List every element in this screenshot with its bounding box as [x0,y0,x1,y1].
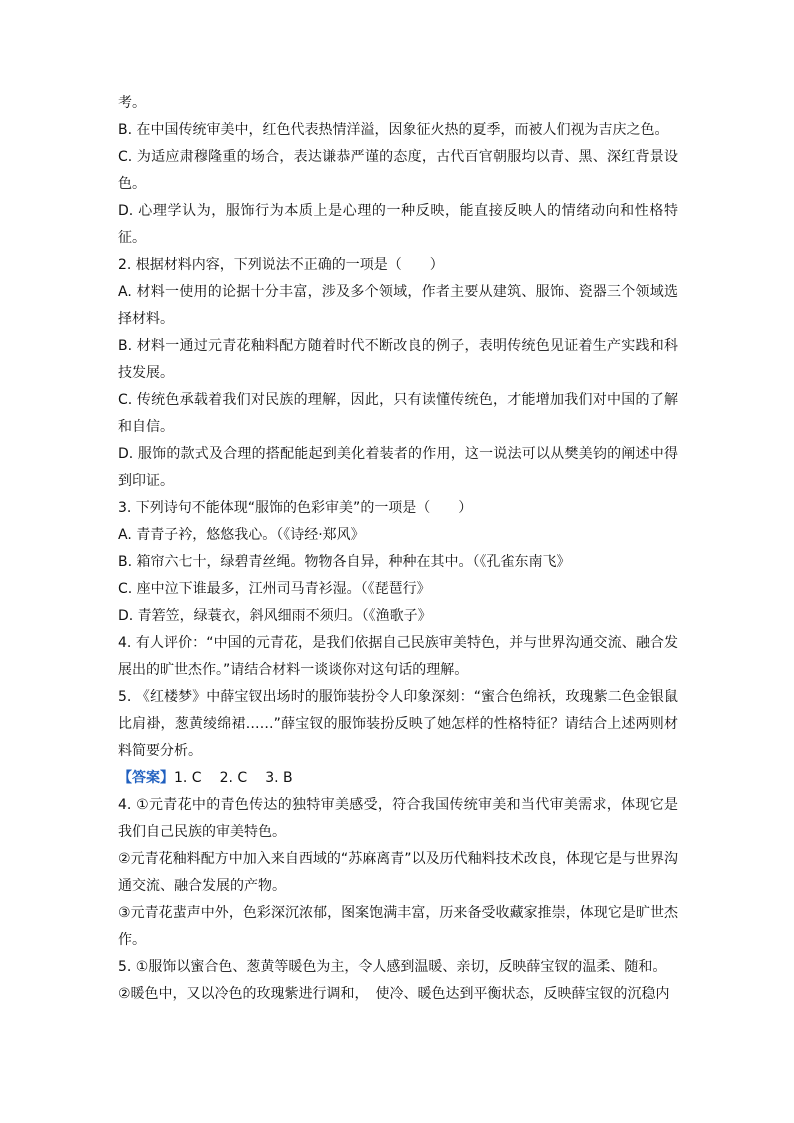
explanation-4-1: 4. ①元青花中的青色传达的独特审美感受，符合我国传统审美和当代审美需求，体现它是我们自己民族的审美特色。 [118,797,678,840]
q3-option-c: C. 座中泣下谁最多，江州司马青衫湿。（《琵琶行》 [118,581,431,597]
question-5: 5. 《红楼梦》中薛宝钗出场时的服饰装扮令人印象深刻：“蜜合色绵袄，玫瑰紫二色金银鼠比肩褂，葱黄绫绵裙……”薛宝钗的服饰装扮反映了她怎样的性格特征？请结合上述两则材料简要分析。 [118,689,678,759]
option-c: C. 为适应肃穆隆重的场合，表达谦恭严谨的态度，古代百官朝服均以青、黑、深红背景设色。 [118,149,678,192]
option-b: B. 在中国传统审美中，红色代表热情洋溢，因象征火热的夏季，而被人们视为吉庆之色。 [118,122,669,138]
q3-option-d: D. 青箬笠，绿蓑衣，斜风细雨不须归。（《渔歌子》 [118,608,432,624]
answer-item-1: 1. C [174,770,202,786]
page-content [118,90,678,1008]
answer-item-2: 2. C [219,770,248,786]
answer-item-3: 3. B [265,770,293,786]
q3-option-a: A. 青青子衿，悠悠我心。（《诗经·郑风》 [118,527,365,543]
explanation-4-3: ③元青花蜚声中外，色彩深沉浓郁，图案饱满丰富，历来备受收藏家推崇，体现它是旷世杰作。 [118,905,678,948]
answer-line [118,765,678,792]
q2-option-a: A. 材料一使用的论据十分丰富，涉及多个领域，作者主要从建筑、服饰、瓷器三个领域选择材料。 [118,284,678,327]
q2-option-b: B. 材料一通过元青花釉料配方随着时代不断改良的例子，表明传统色见证着生产实践和科技发展。 [118,338,678,381]
q3-option-b: B. 箱帘六七十，绿碧青丝绳。物物各自异，种种在其中。（《孔雀东南飞》 [118,554,571,570]
explanation-5-2: ②暖色中，又以冷色的玫瑰紫进行调和， 使冷、暖色达到平衡状态，反映薛宝钗的沉稳内 [118,986,670,1002]
explanation-4-2: ②元青花釉料配方中加入来自西域的“苏麻离青”以及历代釉料技术改良，体现它是与世界沟通交流、融合发展的产物。 [118,851,678,894]
question-4: 4. 有人评价：“中国的元青花，是我们依据自己民族审美特色，并与世界沟通交流、融合发展出的旷世杰作。”请结合材料一谈谈你对这句话的理解。 [118,635,678,678]
option-d: D. 心理学认为，服饰行为本质上是心理的一种反映，能直接反映人的情绪动向和性格特征。 [118,203,678,246]
question-2: 2. 根据材料内容，下列说法不正确的一项是（ ） [118,257,444,273]
q2-option-c: C. 传统色承载着我们对民族的理解，因此，只有读懂传统色，才能增加我们对中国的了解和自信。 [118,392,678,435]
answer-tag: 【答案】 [118,770,174,786]
text-line: 考。 [118,95,146,111]
explanation-5-1: 5. ①服饰以蜜合色、葱黄等暖色为主，令人感到温暖、亲切，反映薛宝钗的温柔、随和。 [118,959,667,975]
q2-option-d: D. 服饰的款式及合理的搭配能起到美化着装者的作用，这一说法可以从樊美钧的阐述中得到印证。 [118,446,678,489]
question-3: 3. 下列诗句不能体现“服饰的色彩审美”的一项是（ ） [118,500,473,516]
